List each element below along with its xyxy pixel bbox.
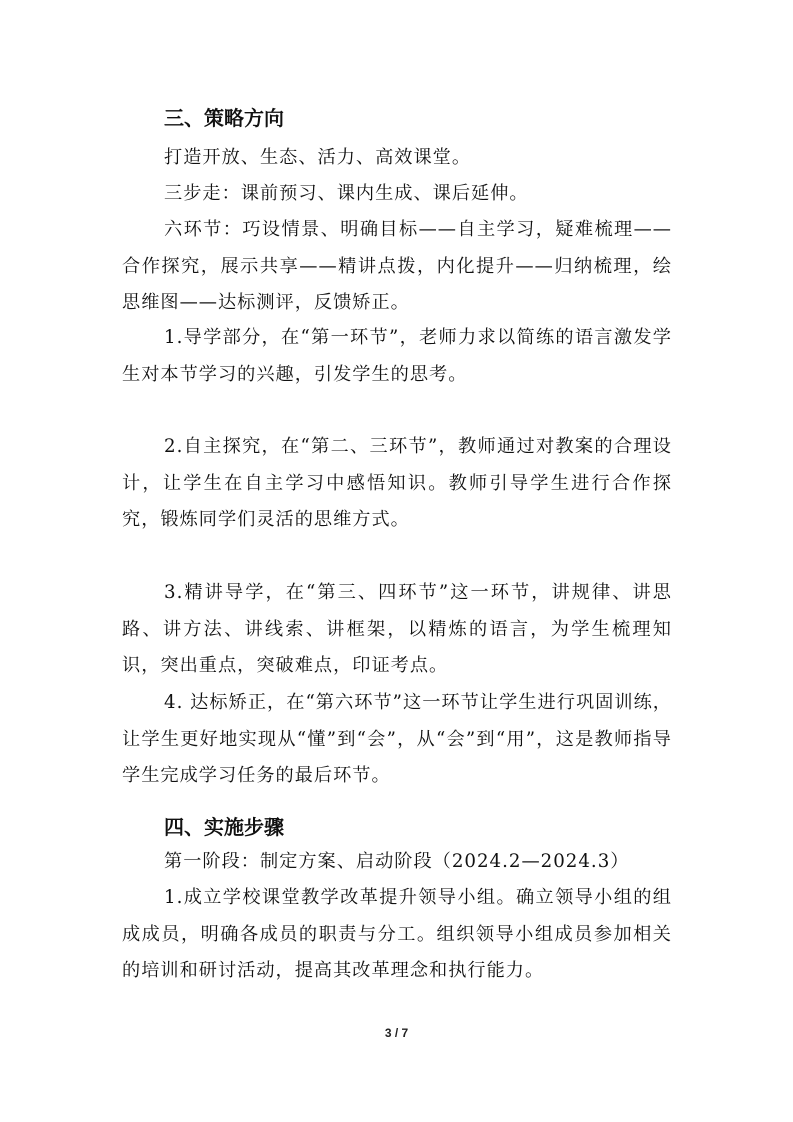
paragraph: 打造开放、生态、活力、高效课堂。 [164,147,472,168]
paragraph: 1.成立学校课堂教学改革提升领导小组。确立领导小组的组成成员，明确各成员的职责与分工。组织领导小组成员参加相关的培训和研讨活动，提高其改革理念和执行能力。 [122,887,672,981]
paragraph: 2.自主探究，在“第二、三环节”，教师通过对教案的合理设计，让学生在自主学习中感悟知识。教师引导学生进行合作探究，锻炼同学们灵活的思维方式。 [122,436,672,530]
paragraph: 1.导学部分，在“第一环节”，老师力求以简练的语言激发学生对本节学习的兴趣，引发学生的思考。 [122,327,672,385]
section-heading-implementation: 四、实施步骤 [164,815,284,839]
paragraph: 三步走：课前预习、课内生成、课后延伸。 [164,183,529,204]
paragraph: 六环节：巧设情景、明确目标——自主学习，疑难梳理——合作探究，展示共享——精讲点拨，内化提升——归纳梳理，绘思维图——达标测评，反馈矫正。 [122,219,672,313]
paragraph: 第一阶段：制定方案、启动阶段（2024.2—2024.3） [164,851,630,872]
section-heading-strategy: 三、策略方向 [164,106,284,130]
page-number: 3 / 7 [384,1026,409,1040]
paragraph: 3.精讲导学，在“第三、四环节”这一环节，讲规律、讲思路、讲方法、讲线索、讲框架，以精炼的语言，为学生梳理知识，突出重点，突破难点，印证考点。 [122,582,672,676]
paragraph: 4. 达标矫正，在“第六环节”这一环节让学生进行巩固训练，让学生更好地实现从“懂”到“会”，从“会”到“用”，这是教师指导学生完成学习任务的最后环节。 [122,692,672,786]
